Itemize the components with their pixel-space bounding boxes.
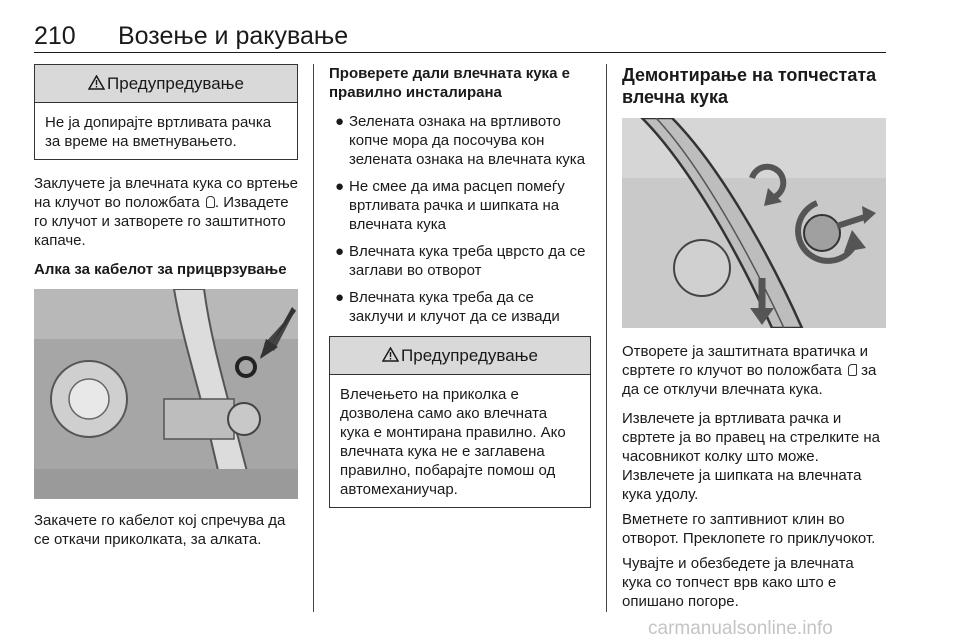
warning-label: Предупредување — [401, 346, 538, 365]
paragraph-text: Заклучете ја влечната кука со вртење на клучот во положбата — [34, 175, 299, 211]
paragraph-text: Отворете ја заштитната вратичка и свртете го клучот во положбата — [622, 343, 868, 379]
towing-eye-illustration — [34, 289, 298, 499]
page-title: Возење и ракување — [118, 22, 349, 50]
paragraph-text: . Извадете го клучот и затворете го заштитното капаче. — [34, 194, 289, 249]
checklist — [329, 112, 591, 326]
towing-eye-image — [34, 289, 298, 499]
column-1 — [34, 64, 298, 559]
image-caption: Закачете го кабелот кој спречува да се откачи приколката, за алката. — [34, 512, 286, 548]
bullet: ● — [335, 243, 345, 260]
warning-text: Влечењето на приколка е дозволена само ако влечната кука е монтирана правилно. Ако влечната кука не е заглавена правилно, побарајте помош од автомеханиучар. — [340, 386, 566, 498]
list-item-text: Не смее да има расцеп помеѓу вртливата рачка и шипката на влечната кука — [349, 178, 565, 233]
column-divider — [313, 64, 314, 612]
bullet: ● — [335, 289, 345, 306]
section-heading: Проверете дали влечната кука е правилно инсталирана — [329, 65, 570, 101]
bullet: ● — [335, 113, 345, 130]
warning-text: Не ја допирајте вртливата рачка за време на вметнувањето. — [45, 114, 272, 150]
page-header — [34, 22, 886, 53]
towbar-removal-illustration — [622, 118, 886, 328]
paragraph-text: за да се отклучи влечната кука. — [622, 362, 877, 398]
column-3 — [622, 64, 886, 621]
warning-header — [330, 337, 590, 375]
paragraph — [34, 174, 298, 250]
warning-label: Предупредување — [107, 74, 244, 93]
watermark: carmanualsonline.info — [648, 618, 833, 639]
lock-closed-icon — [206, 196, 215, 208]
list-item-text: Влечната кука треба да се заклучи и клучот да се извади — [349, 289, 560, 325]
section-heading: Демонтирање на топчестата влечна кука — [622, 65, 877, 107]
bullet: ● — [335, 178, 345, 195]
list-item — [329, 288, 591, 326]
lock-open-icon — [848, 364, 857, 376]
list-item-text: Зелената ознака на вртливото копче мора да посочува кон зелената ознака на влечната кука — [349, 113, 586, 168]
list-item — [329, 177, 591, 234]
warning-header — [35, 65, 297, 103]
warning-box — [34, 64, 298, 160]
page-number: 210 — [34, 22, 76, 50]
column-2 — [329, 64, 591, 522]
list-item — [329, 112, 591, 169]
paragraph — [622, 342, 886, 399]
section-heading: Алка за кабелот за прицврзување — [34, 261, 287, 278]
warning-triangle-icon — [382, 347, 399, 362]
list-item-text: Влечната кука треба цврсто да се заглави во отворот — [349, 243, 586, 279]
column-divider — [606, 64, 607, 612]
paragraph: Чувајте и обезбедете ја влечната кука со топчест врв како што е опишано погоре. — [622, 555, 854, 610]
warning-triangle-icon — [88, 75, 105, 90]
warning-box — [329, 336, 591, 508]
paragraph: Вметнете го заптивниот клин во отворот. Преклопете го приклучокот. — [622, 511, 876, 547]
paragraph: Извлечете ја вртливата рачка и свртете ја во правец на стрелките на часовникот колку што може. Извлечете ја шипката на влечната кука удолу. — [622, 410, 880, 503]
list-item — [329, 242, 591, 280]
towbar-removal-image — [622, 118, 886, 328]
